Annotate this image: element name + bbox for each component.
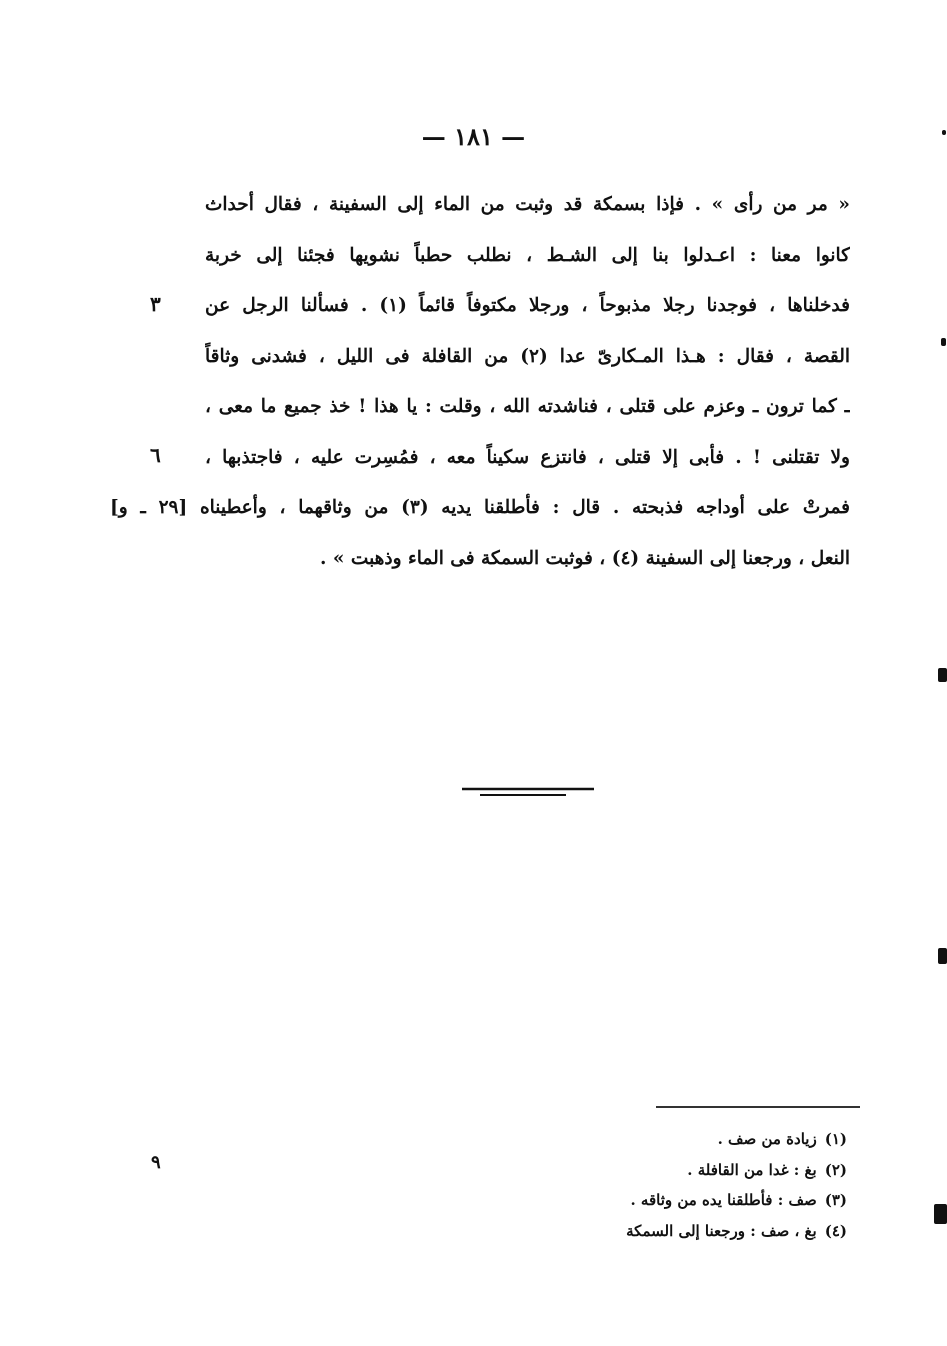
line-number-6: ٦: [150, 443, 161, 467]
footnote-mark: (٤): [824, 1221, 847, 1240]
text-line-3: فدخلناها ، فوجدنا رجلا مذبوحاً ، ورجلا مكتوفاً قائماً (١) . فسألنا الرجل عن: [205, 295, 850, 316]
footnote-mark: (٣): [824, 1191, 847, 1209]
footnote-text: بغ : غدا من القافلة .: [687, 1160, 817, 1179]
text-line-7: فمرتْ على أوداجه فذبحته . قال : فأطلقنا يديه (٣) من وثاقهما ، وأعطيناه [٢٩ ـ و]: [110, 497, 850, 518]
footnote-mark: (١): [824, 1130, 847, 1148]
scan-edge-mark: [938, 668, 947, 682]
section-divider-ornament: [462, 786, 594, 800]
footnote-3: [560, 1185, 847, 1216]
line-number-3: ٣: [150, 292, 161, 316]
scan-edge-mark: [934, 1204, 947, 1224]
footnote-text: بغ ، صف : ورجعنا إلى السمكة: [626, 1221, 817, 1240]
footnote-text: صف : فأطلقنا يده من وثاقه .: [630, 1191, 817, 1209]
footnotes: [560, 1124, 847, 1246]
text-line-8: النعل ، ورجعنا إلى السفينة (٤) ، فوثبت السمكة فى الماء وذهبت » .: [320, 547, 850, 569]
scan-edge-mark: [938, 948, 947, 964]
text-line-2: كانوا معنا : اعـدلوا بنا إلى الشـط ، نطلب حطباً نشويها فجئنا إلى خربة: [205, 244, 850, 266]
text-line-6: ولا تقتلنى ! . فأبى إلا قتلى ، فانتزع سكيناً معه ، فمُسِرت عليه ، فاجتذبها ،: [205, 446, 850, 468]
footnote-rule: [656, 1106, 860, 1108]
footnote-1: [560, 1124, 847, 1155]
footnote-text: زيادة من صف .: [717, 1130, 817, 1148]
text-line-1: « مر من رأى » . فإذا بسمكة قد وثبت من الماء إلى السفينة ، فقال أحداث: [205, 194, 850, 215]
main-text: [110, 180, 850, 584]
footnote-mark: (٢): [824, 1160, 847, 1179]
scan-edge-mark: [941, 338, 946, 346]
footnote-2: [560, 1155, 847, 1186]
scan-edge-mark: [942, 130, 946, 135]
text-line-4: القصة ، فقال : هـذا المـكارىّ عدا (٢) من القافلة فى الليل ، فشدنى وثاقاً: [205, 345, 850, 367]
footnote-4: [560, 1216, 847, 1247]
page-number: — ١٨١ —: [421, 122, 526, 151]
footnote-margin-number: ٩: [151, 1152, 161, 1173]
text-line-5: ـ كما ترون ـ وعزم على قتلى ، فناشدته الله ، وقلت : يا هذا ! خذ جميع ما معى ،: [205, 396, 850, 417]
